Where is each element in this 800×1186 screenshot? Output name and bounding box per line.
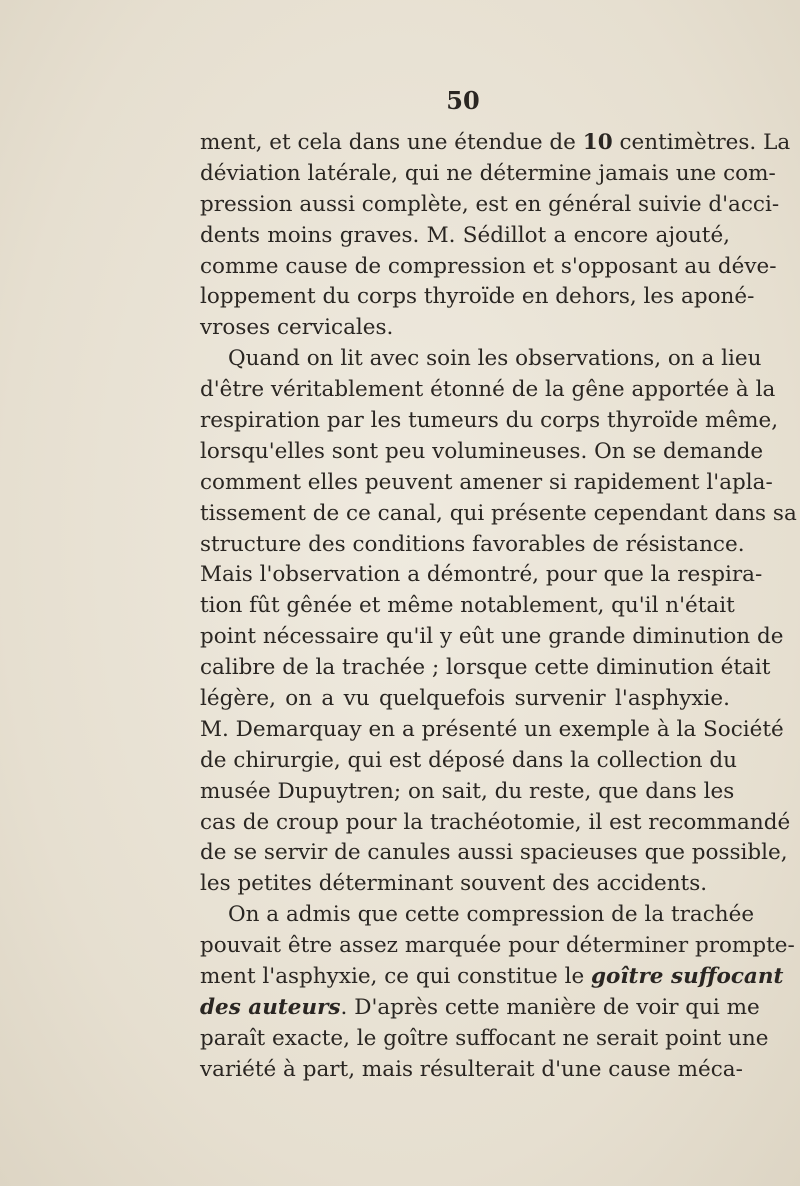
text-line: point nécessaire qu'il y eût une grande diminution de [200,624,784,650]
text-line: les petites déterminant souvent des accidents. [200,871,708,897]
body-text [200,128,797,1086]
page-number: 50 [446,86,480,115]
text-line: dents moins graves. M. Sédillot a encore ajouté, [200,222,730,248]
paragraph-start: Quand on lit avec soin les observations, on a lieu [228,346,762,372]
text-line: loppement du corps thyroïde en dehors, les aponé- [200,284,755,310]
text-line: pression aussi complète, est en général suivie d'acci- [200,191,780,217]
text-line: Mais l'observation a démontré, pour que la respira- [200,562,763,588]
text-line: d'être véritablement étonné de la gêne apportée à la [200,377,776,403]
text-line: comment elles peuvent amener si rapidement l'apla- [200,469,773,495]
text-line: tion fût gênée et même notablement, qu'il n'était [200,593,735,619]
text-line: légère, on a vu quelquefois survenir l'asphyxie. [200,686,730,712]
text-line: structure des conditions favorables de résistance. [200,531,745,557]
text-line: tissement de ce canal, qui présente cependant dans sa [200,500,797,526]
text-line: ment l'asphyxie, ce qui constitue le goître suffocant [200,964,784,990]
text-line: vroses cervicales. [200,315,394,341]
text-line: de chirurgie, qui est déposé dans la collection du [200,747,737,773]
text-line: M. Demarquay en a présenté un exemple à la Société [200,716,784,742]
text-line: des auteurs. D'après cette manière de voir qui me [200,994,760,1020]
paragraph-start: On a admis que cette compression de la trachée [228,902,755,928]
text-line: variété à part, mais résulterait d'une cause méca- [200,1056,743,1082]
text-line: lorsqu'elles sont peu volumineuses. On se demande [200,438,764,464]
text-line: comme cause de compression et s'opposant au déve- [200,253,777,279]
text-line: déviation latérale, qui ne détermine jamais une com- [200,160,776,186]
text-line: calibre de la trachée ; lorsque cette diminution était [200,655,771,681]
text-line: cas de croup pour la trachéotomie, il est recommandé [200,809,791,835]
text-line: musée Dupuytren; on sait, du reste, que dans les [200,778,735,804]
text-line: de se servir de canules aussi spacieuses que possible, [200,840,788,866]
text-line: paraît exacte, le goître suffocant ne serait point une [200,1025,769,1051]
text-line: ment, et cela dans une étendue de 10 centimètres. La [200,130,791,155]
text-line: pouvait être assez marquée pour déterminer prompte- [200,933,795,959]
text-line: respiration par les tumeurs du corps thyroïde même, [200,408,779,434]
